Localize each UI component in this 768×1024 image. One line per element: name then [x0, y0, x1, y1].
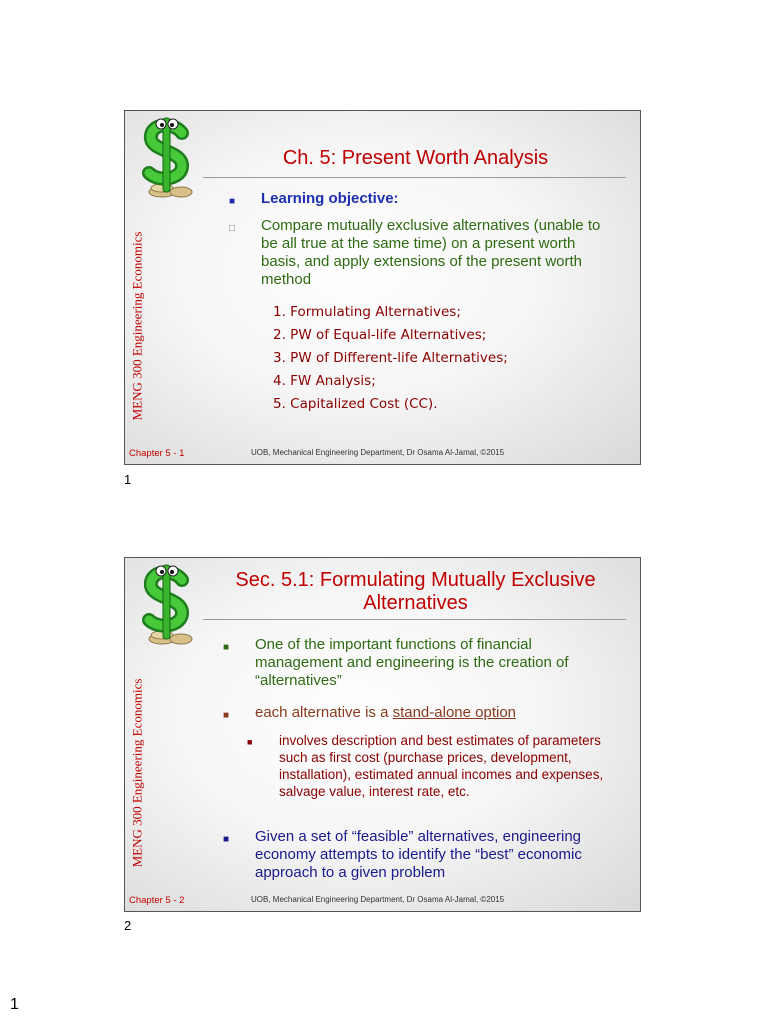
title-divider [203, 619, 626, 620]
square-bullet-icon: ■ [223, 834, 230, 845]
slide-title: Ch. 5: Present Worth Analysis [282, 147, 549, 169]
copyright-text: UOB, Mechanical Engineering Department, Dr Osama Al-Jamal, ©2015 [251, 895, 505, 904]
objective-list [273, 301, 508, 416]
dollar-sign-mascot-icon [139, 115, 197, 199]
list-item: 3. PW of Different-life Alternatives; [273, 350, 508, 366]
stand-alone-option-link: stand-alone option [392, 704, 517, 721]
course-side-label: MENG 300 Engineering Economics [129, 231, 145, 421]
square-bullet-icon: ■ [223, 710, 230, 721]
hollow-square-bullet-icon: □ [229, 223, 236, 234]
chapter-label: Chapter 5 - 2 [129, 895, 185, 906]
document-page-number: 1 [10, 996, 19, 1013]
chapter-label: Chapter 5 - 1 [129, 448, 185, 459]
copyright-text: UOB, Mechanical Engineering Department, Dr Osama Al-Jamal, ©2015 [251, 448, 505, 457]
course-side-label: MENG 300 Engineering Economics [129, 678, 145, 868]
slide-title: Sec. 5.1: Formulating Mutually Exclusive Alternatives [235, 569, 596, 614]
list-item: 5. Capitalized Cost (CC). [273, 396, 438, 412]
slide-2: MENG 300 Engineering Economics Sec. 5.1: Formulating Mutually Exclusive Alternatives ■ One of the important functions of financial management and engineering is the creation of “alternatives” ■ each alternative is a stand-alone option ■ involves description and best estimates of parameters such as first cost (purchase prices, development, installation), estimated annual incomes and expenses, salvage value, interest rate, etc. ■ Given a set of “feasible” alternatives, engineering economy attempts to identify the “best” economic approach to a given problem Chapter 5 - 2 UOB, Mechanical Engineering Department, Dr Osama Al-Jamal, ©2015 [124, 557, 641, 912]
dollar-sign-mascot-icon [139, 562, 197, 646]
slide-1: MENG 300 Engineering Economics Ch. 5: Present Worth Analysis ■ Learning objective: □ Compare mutually exclusive alternatives (unable to be all true at the same time) on a present worth basis, and apply extensions of the present worth method 1. Formulating Alternatives; 2. PW of Equal-life Alternatives; 3. PW of Different-life Alternatives; 4. FW Analysis; 5. Capitalized Cost (CC). Chapter 5 - 1 UOB, Mechanical Engineering Department, Dr Osama Al-Jamal, ©2015 [124, 110, 641, 465]
square-bullet-icon: ■ [223, 642, 230, 653]
page-number: 2 [124, 918, 132, 933]
list-item: 2. PW of Equal-life Alternatives; [273, 327, 487, 343]
page-number: 1 [124, 472, 132, 487]
list-item: 4. FW Analysis; [273, 373, 376, 389]
title-divider [203, 177, 626, 178]
square-bullet-icon: ■ [229, 196, 236, 207]
list-item: 1. Formulating Alternatives; [273, 304, 461, 320]
square-bullet-icon: ■ [247, 737, 253, 747]
